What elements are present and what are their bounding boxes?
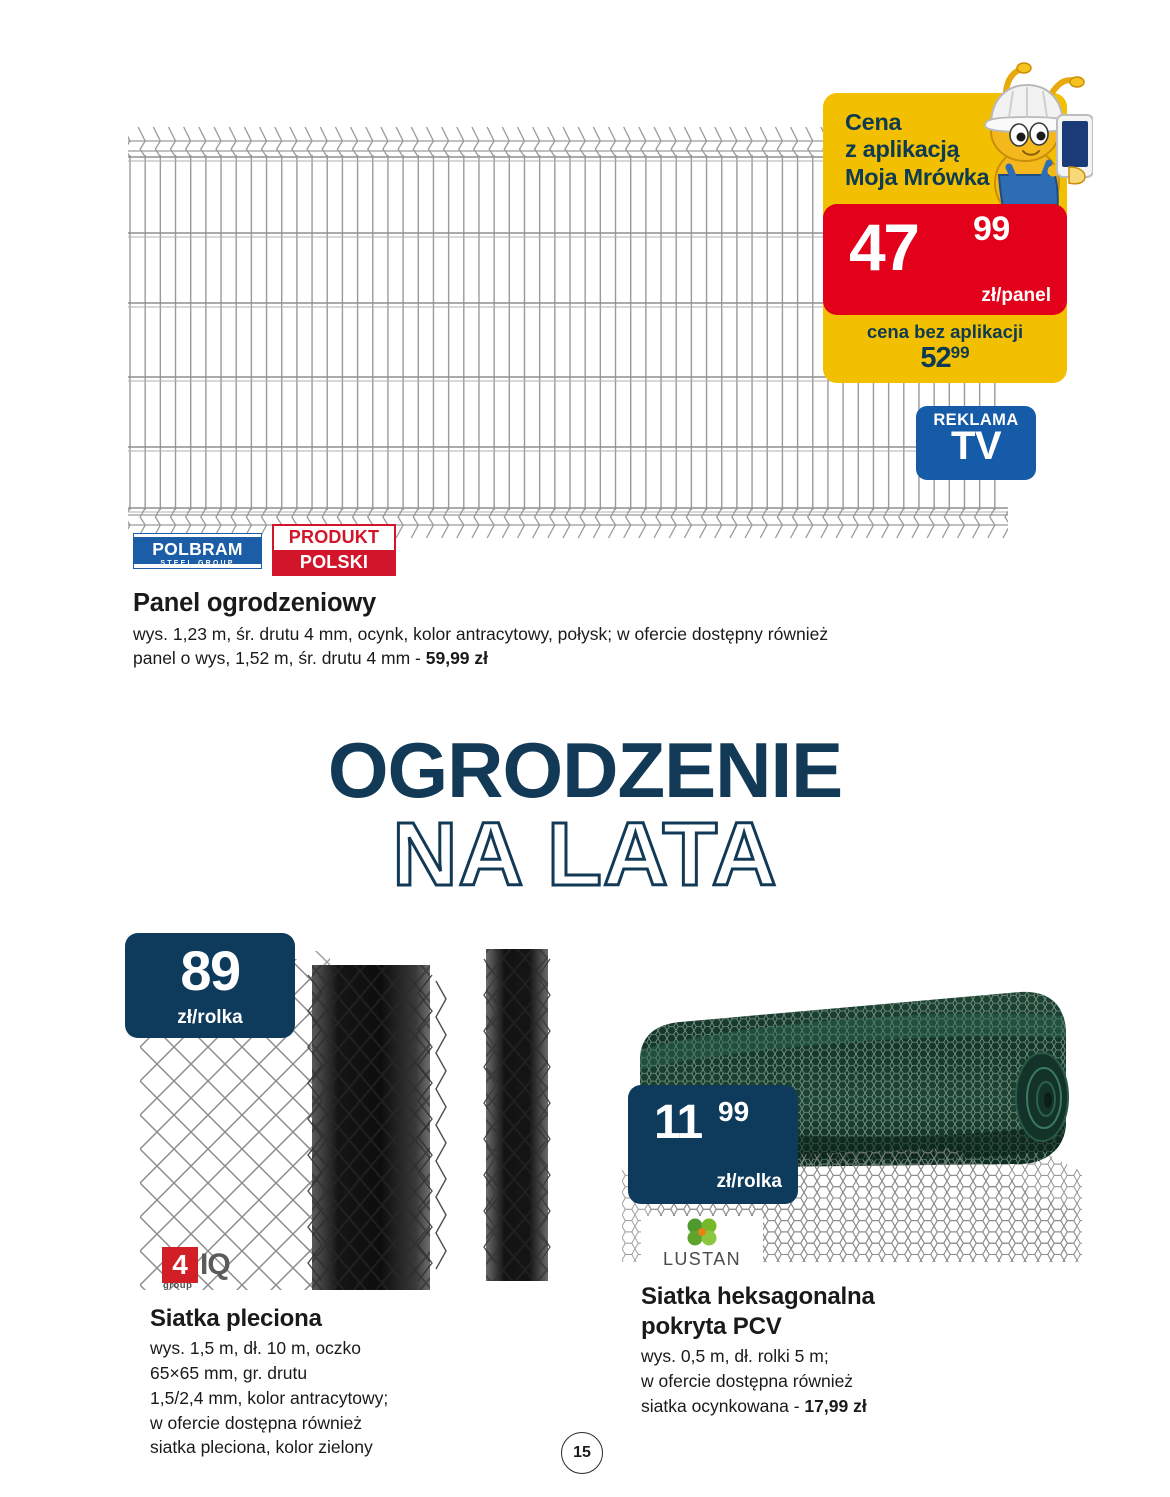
reklama-tv-line1: REKLAMA (933, 411, 1019, 429)
polbram-logo-name: POLBRAM (152, 539, 243, 559)
panel-desc-line2-prefix: panel o wys, 1,52 m, śr. drutu 4 mm - (133, 648, 426, 669)
panel-desc-alt-price: 59,99 zł (425, 648, 489, 669)
hex-mesh-price-cents: 99 (718, 1096, 750, 1127)
app-label-line2: z aplikacją (845, 136, 960, 163)
headline-line-2: NA LATA (392, 805, 778, 905)
hex-mesh-title-line2: pokryta PCV (641, 1313, 782, 1340)
app-label-line3: Moja Mrówka (845, 163, 990, 190)
4iq-logo-letters: IQ (200, 1248, 230, 1281)
lustan-logo (641, 1216, 763, 1278)
page-number: 15 (561, 1432, 603, 1474)
no-app-price-main: 52 (920, 342, 951, 374)
app-price-cents: 99 (973, 210, 1010, 248)
app-price-red-card (823, 204, 1067, 315)
polbram-logo-sub: STEEL GROUP (160, 559, 235, 567)
panel-product-title: Panel ogrodzeniowy (133, 589, 376, 617)
braided-mesh-price: 89 (180, 939, 240, 1002)
no-app-price-value (823, 342, 1067, 375)
hex-mesh-price-unit: zł/rolka (716, 1171, 782, 1192)
hex-desc-line3-prefix: siatka ocynkowana - (641, 1395, 805, 1416)
braided-mesh-price-badge (125, 933, 295, 1038)
hex-mesh-description (641, 1344, 981, 1419)
produkt-polski-bottom: POLSKI (274, 550, 394, 574)
braided-desc-line5: siatka pleciona, kolor zielony (150, 1437, 373, 1458)
hex-mesh-title-line1: Siatka heksagonalna (641, 1283, 875, 1310)
app-price-unit: zł/panel (981, 285, 1051, 306)
reklama-tv-badge (916, 406, 1036, 480)
hex-mesh-price-badge (628, 1085, 798, 1204)
hex-desc-line1: wys. 0,5 m, dł. rolki 5 m; (641, 1346, 829, 1366)
braided-mesh-description (150, 1336, 470, 1460)
braided-desc-line2: 65×65 mm, gr. drutu (150, 1362, 308, 1383)
app-label-line1: Cena (845, 109, 902, 135)
hex-mesh-title (641, 1282, 981, 1342)
4iq-logo-sub: group (163, 1280, 193, 1291)
reklama-tv-line2: TV (950, 424, 1002, 469)
braided-desc-line1: wys. 1,5 m, dł. 10 m, oczko (150, 1338, 362, 1358)
panel-price-badge-cluster (823, 93, 1067, 383)
no-app-price-label: cena bez aplikacji (866, 321, 1024, 342)
braided-mesh-title: Siatka pleciona (150, 1305, 322, 1332)
hex-mesh-price-main: 11 (654, 1096, 702, 1149)
clover-icon (641, 1216, 763, 1250)
hex-desc-line2: w ofercie dostępna również (641, 1370, 854, 1391)
ant-mascot-icon (957, 55, 1093, 223)
produkt-polski-badge (272, 524, 396, 576)
no-app-price-cents: 99 (950, 343, 970, 362)
app-price-main: 47 (849, 210, 918, 284)
headline-line-1: OGRODZENIE (327, 726, 843, 814)
braided-desc-line4: w ofercie dostępna również (150, 1412, 363, 1433)
braided-desc-line3: 1,5/2,4 mm, kolor antracytowy; (150, 1387, 389, 1408)
braided-mesh-price-unit: zł/rolka (177, 1007, 243, 1028)
4iq-logo-mark: 4 (162, 1247, 198, 1283)
panel-product-description (133, 622, 1023, 670)
panel-desc-line1: wys. 1,23 m, śr. drutu 4 mm, ocynk, kolor antracytowy, połysk; w ofercie dostępny również (133, 624, 829, 644)
produkt-polski-top: PRODUKT (288, 527, 380, 547)
polbram-logo (134, 534, 261, 568)
hex-mesh-alt-price: 17,99 zł (804, 1395, 867, 1416)
4iq-group-logo (162, 1247, 270, 1292)
lustan-logo-name: LUSTAN (662, 1249, 742, 1269)
